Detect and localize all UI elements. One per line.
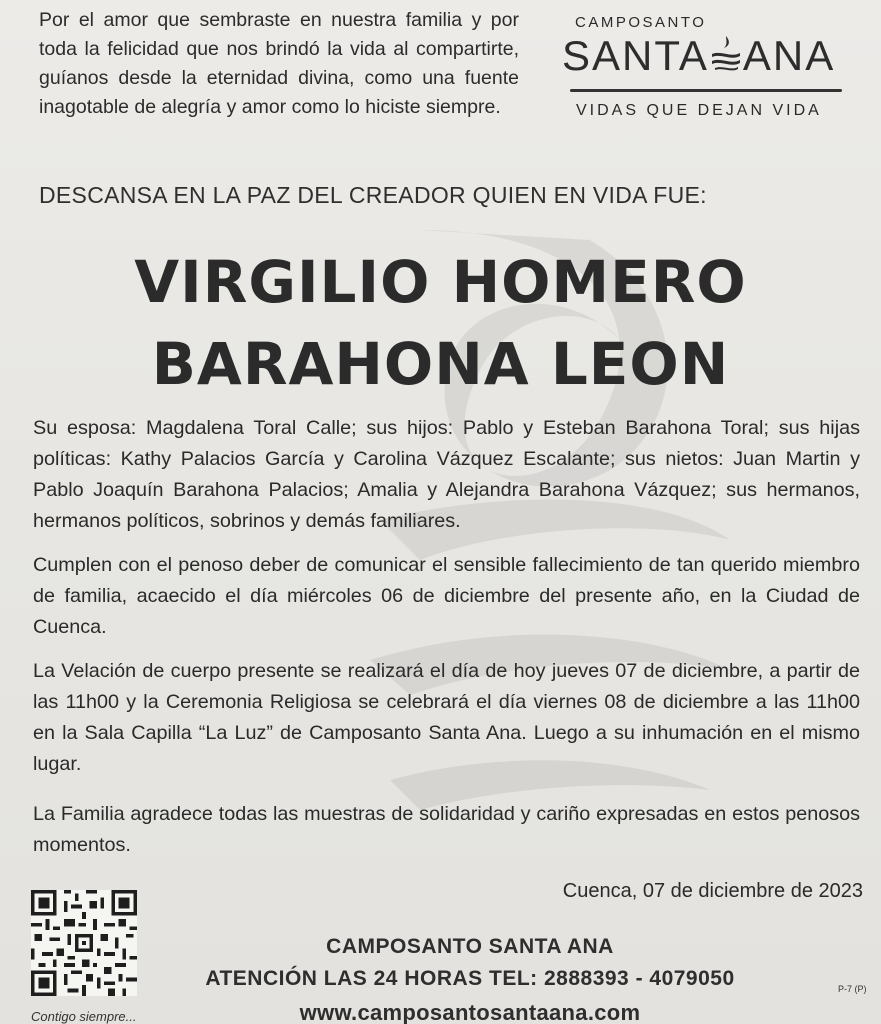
logo-divider: [570, 89, 842, 92]
thanks-paragraph: La Familia agradece todas las muestras de solidaridad y cariño expresadas en estos penosos momentos.: [33, 803, 860, 856]
announcement-paragraph: Cumplen con el penoso deber de comunicar el sensible fallecimiento de tan querido miembro de familia, acaecido el día miércoles 06 de diciembre del presente año, en la Ciudad de Cuenca.: [33, 554, 860, 638]
ceremony-paragraph: La Velación de cuerpo presente se realizará el día de hoy jueves 07 de diciembre, a partir de las 11h00 y la Ceremonia Religiosa se celebrará el día viernes 08 de diciembre a las 11h00 en la Sala Capilla “La Luz” de Camposanto Santa Ana. Luego a su inhumación en el mismo lugar.: [33, 660, 860, 775]
deceased-name-line-1: VIRGILIO HOMERO: [134, 248, 747, 316]
date-line: Cuenca, 07 de diciembre de 2023: [562, 880, 863, 902]
deceased-name-line-2: BARAHONA LEON: [151, 330, 730, 398]
rest-in-peace-headline: DESCANSA EN LA PAZ DEL CREADOR QUIEN EN VIDA FUE:: [39, 182, 707, 208]
logo-tagline: VIDAS QUE DEJAN VIDA: [576, 102, 822, 119]
family-members-paragraph: Su esposa: Magdalena Toral Calle; sus hijos: Pablo y Esteban Barahona Toral; sus hijas políticas: Kathy Palacios García y Carolina Vázquez Escalante; sus nietos: Juan Martin y Pablo Joaquín Barahona Palacios; Amalia y Alejandra Barahona Vázquez; sus hermanos, hermanos políticos, sobrinos y demás familiares.: [33, 417, 860, 532]
logo-right-word: ANA: [742, 32, 836, 79]
ad-code: P-7 (P): [838, 984, 867, 994]
footer-website-link[interactable]: www.camposantosantaana.com: [299, 1000, 641, 1024]
logo-left-word: SANTA: [562, 32, 709, 79]
logo-wordmark: [562, 33, 852, 79]
wave-flame-icon: [709, 34, 743, 74]
footer-company-name: CAMPOSANTO SANTA ANA: [326, 935, 614, 958]
intro-dedication: Por el amor que sembraste en nuestra familia y por toda la felicidad que nos brindó la vida al compartirte, guíanos desde la eternidad divina, como una fuente inagotable de alegría y amor como lo hiciste siempre.: [39, 9, 519, 118]
camposanto-logo: [562, 14, 852, 120]
logo-top-text: CAMPOSANTO: [575, 14, 707, 31]
qr-code-icon[interactable]: [31, 890, 137, 996]
footer-contact-phone: ATENCIÓN LAS 24 HORAS TEL: 2888393 - 4079050: [205, 967, 735, 990]
qr-caption: Contigo siempre...: [31, 1009, 137, 1024]
